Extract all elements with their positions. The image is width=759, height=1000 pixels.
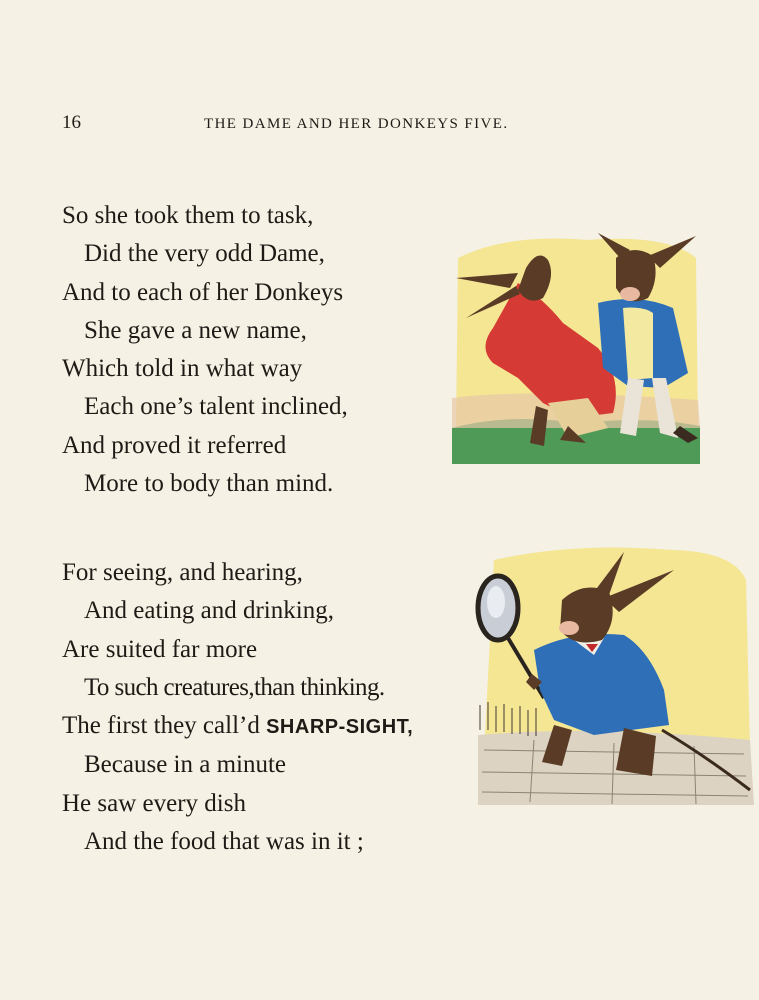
two-donkeys-image bbox=[448, 228, 704, 468]
verse-line: And to each of her Donkeys bbox=[62, 278, 344, 306]
verse-line: More to body than mind. bbox=[84, 470, 334, 498]
verse-line: And eating and drinking, bbox=[84, 597, 334, 625]
verse-line: Each one’s talent inclined, bbox=[84, 393, 348, 421]
verse-line: To such creatures,than thinking. bbox=[84, 673, 385, 701]
donkey-name-sharp-sight: SHARP-SIGHT, bbox=[266, 716, 414, 739]
running-head: THE DAME AND HER DONKEYS FIVE. bbox=[204, 116, 509, 132]
verse-line: Because in a minute bbox=[84, 751, 287, 779]
stanza-2 bbox=[62, 554, 413, 861]
sharp-sight-donkey-image bbox=[474, 540, 756, 808]
verse-line: Which told in what way bbox=[62, 355, 303, 383]
illustration-sharp-sight bbox=[474, 540, 756, 808]
verse-line: Did the very odd Dame, bbox=[84, 240, 325, 268]
verse-line: And the food that was in it ; bbox=[84, 828, 364, 856]
verse-line: For seeing, and hearing, bbox=[62, 559, 303, 586]
illustration-two-donkeys bbox=[448, 228, 704, 468]
verse-line: And proved it referred bbox=[62, 431, 287, 459]
verse-line-with-name bbox=[62, 707, 413, 746]
verse-line-text: The first they call’d bbox=[62, 712, 267, 740]
page-number: 16 bbox=[62, 112, 81, 133]
verse-line: He saw every dish bbox=[62, 789, 246, 817]
verse-line: So she took them to task, bbox=[62, 202, 314, 229]
stanza-1 bbox=[62, 197, 348, 503]
verse-line: Are suited far more bbox=[62, 635, 258, 663]
verse-line: She gave a new name, bbox=[84, 316, 307, 344]
